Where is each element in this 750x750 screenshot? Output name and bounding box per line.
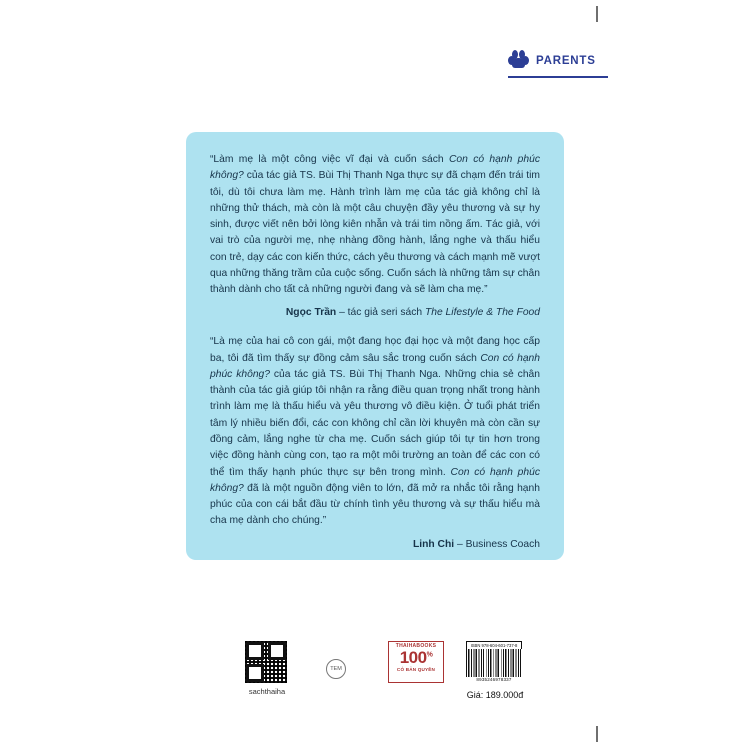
barcode-digits: 8935246978337 (476, 677, 512, 682)
copyright-badge-value: 100% (399, 648, 433, 667)
crop-mark-top (596, 6, 598, 22)
testimonials-panel (186, 132, 564, 560)
isbn-text: ISBN 978-604-601-737-8 (466, 641, 522, 650)
testimonial-author-1: Ngọc Trần (285, 307, 337, 319)
copyright-badge-bottom: CÓ BẢN QUYỀN (396, 667, 436, 672)
authenticity-seal-icon: TEM (326, 659, 346, 679)
testimonial-author-2: Linh Chi (412, 538, 455, 550)
copyright-badge-top: THAIHABOOKS (395, 643, 437, 649)
testimonial-role-prefix-2: – Business Coach (454, 538, 540, 550)
copyright-badge (388, 641, 444, 683)
qr-code[interactable] (245, 641, 287, 683)
testimonial-role-prefix-1: – tác giả seri sách (336, 307, 425, 319)
crop-mark-bottom (596, 726, 598, 742)
testimonial-role-italic-1: The Lifestyle & The Food (424, 307, 540, 319)
testimonial-text-2: “Là mẹ của hai cô con gái, một đang học đại học và một đang học cấp ba, tôi đã tìm thấy sự đồng cảm sâu sắc trong cuốn sách Con có hạnh phúc không? của tác giả TS. Bùi Thị Thanh Nga. Những chia sẻ chân thành của tác giả giúp tôi nhận ra rằng điều quan trọng nhất trong hành trình làm mẹ là thấu hiểu và yêu thương vô điều kiện. Ở tuổi phát triển tâm lý nhiều biến đổi, các con không chỉ cần lời khuyên mà còn cần sự đồng cảm, lắng nghe từ cha mẹ. Cuốn sách giúp tôi tự tin hơn trong việc đồng hành cùng con, tạo ra một môi trường an toàn để các con có thể tìm thấy hạnh phúc thực sự bên trong mình. Con có hạnh phúc không? đã là một nguồn động viên to lớn, đã mở ra nhắc tôi rằng hạnh phúc của con cái bắt đầu từ chính tình yêu thương và sự thấu hiểu mà cha mẹ dành cho chúng.” (210, 336, 540, 527)
price-label: Giá: 189.000đ (466, 690, 524, 700)
barcode-bars (466, 649, 522, 677)
publisher-rule (508, 76, 608, 78)
publisher-name: PARENTS (536, 55, 596, 67)
barcode (466, 641, 522, 683)
flower-logo-icon (508, 50, 530, 70)
testimonial-text-1: “Làm mẹ là một công việc vĩ đại và cuốn sách Con có hạnh phúc không? của tác giả TS. Bùi Thị Thanh Nga thực sự đã chạm đến trái tim tôi, dù tôi chưa làm mẹ. Hành trình làm mẹ của tác giả không chỉ là những thử thách, mà còn là một câu chuyện đầy yêu thương và sự hy sinh, được viết nên bởi lòng kiên nhẫn và trái tim nồng ấm. Tác giả, với vai trò của người mẹ, nhẹ nhàng đồng hành, lắng nghe và thấu hiểu con trẻ, dạy các con kiến thức, cách yêu thương và cách mạnh mẽ vượt qua những thăng trầm của cuộc sống. Cuốn sách là những tâm sự chân thành dành cho tất cả những người đang và sẽ làm cha mẹ.” (210, 154, 540, 296)
publisher-logo (508, 50, 608, 80)
testimonial-attribution-1 (210, 307, 540, 318)
testimonial-attribution-2 (210, 539, 540, 550)
qr-code-label: sachthaiha (248, 687, 286, 696)
